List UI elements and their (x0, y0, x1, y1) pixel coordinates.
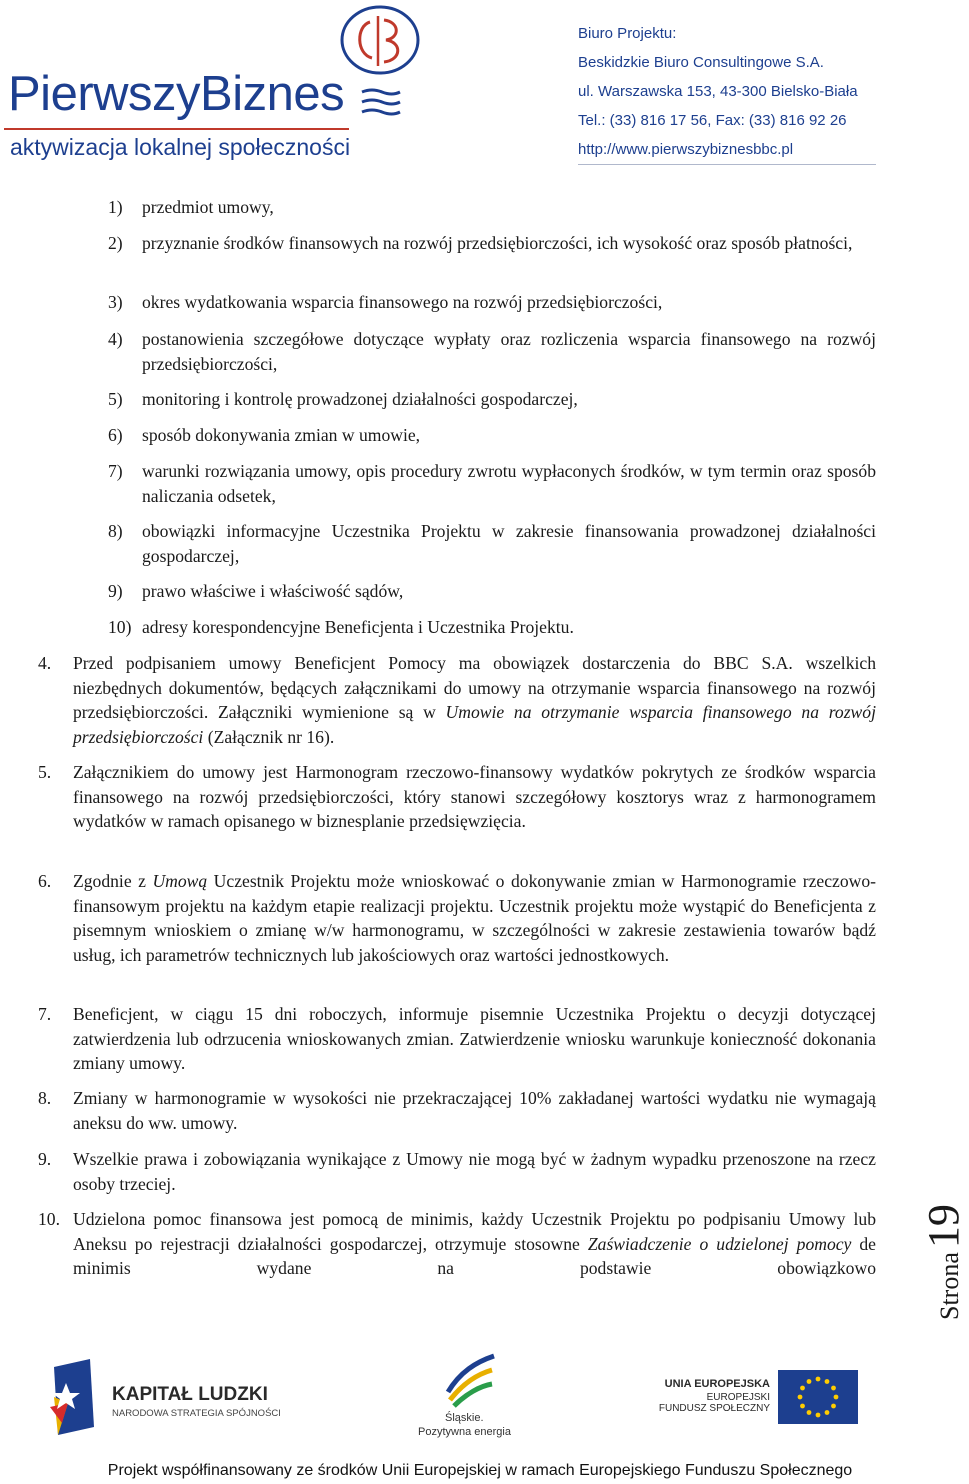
point-text: Załącznikiem do umowy jest Harmonogram rzeczowo-finansowy wydatków pokrytych ze środków wsparcia finansowego na rozwój przedsiębiorczości, który stanowi szczegółowy kosztorys wraz z harmonogramem wydatków w ramach opisanego w biznesplanie przedsięwzięcia. (73, 762, 876, 831)
point-number: 4. (38, 653, 52, 673)
list-item-text: warunki rozwiązania umowy, opis procedury zwrotu wypłaconych środków, w tym termin oraz sposób naliczania odsetek, (142, 461, 876, 506)
point-text: Beneficjent, w ciągu 15 dni roboczych, informuje pisemnie Uczestnika Projektu o decyzji dotyczącej zatwierdzenia lub odrzucenia wnioskowanych zmian. Zatwierdzenie wniosku warunkuje konieczność dokonania zmiany umowy. (73, 1004, 876, 1073)
page-number-label: Strona (935, 1252, 964, 1320)
point-number: 8. (38, 1088, 52, 1108)
list-item-text: przyznanie środków finansowych na rozwój przedsiębiorczości, ich wysokość oraz sposób płatności, (142, 233, 853, 253)
kapital-ludzki-title: KAPITAŁ LUDZKI (112, 1384, 268, 1405)
office-line: ul. Warszawska 153, 43-300 Bielsko-Biała (578, 83, 858, 100)
point-text: Przed podpisaniem umowy Beneficjent Pomocy ma obowiązek dostarczenia do BBC S.A. wszelkich niezbędnych dokumentów, będących załącznikami do umowy na otrzymanie wsparcia finansowego na rozwój przedsiębiorczości. Załączniki wymienione są w Umowie na otrzymanie wsparcia finansowego na rozwój przedsiębiorczości (Załącznik nr 16). (73, 653, 876, 747)
point-number: 5. (38, 762, 52, 782)
list-item-number: 6) (108, 425, 123, 445)
slaskie-title: Śląskie. (445, 1412, 484, 1424)
office-line: Beskidzkie Biuro Consultingowe S.A. (578, 54, 824, 71)
list-item-text: postanowienia szczegółowe dotyczące wypłaty oraz rozliczenia wsparcia finansowego na rozwój przedsiębiorczości, (142, 329, 876, 374)
page-number-value: 19 (919, 1204, 968, 1249)
point-number: 10. (38, 1209, 60, 1229)
office-url[interactable]: http://www.pierwszybiznesbbc.pl (578, 141, 794, 158)
point-number: 9. (38, 1149, 52, 1169)
point-text: Zmiany w harmonogramie w wysokości nie przekraczającej 10% zakładanej wartości wydatku nie wymagają aneksu do ww. umowy. (73, 1088, 876, 1133)
point-text: Udzielona pomoc finansowa jest pomocą de minimis, każdy Uczestnik Projektu po podpisaniu Umowy lub Aneksu po rejestracji działalności gospodarczej, otrzymuje stosowne Zaświadczenie o udzielonej pomocy de minimis wydane na podstawie obowiązkowo (73, 1209, 876, 1278)
point-text: Wszelkie prawa i zobowiązania wynikające z Umowy nie mogą być w żadnym wypadku przenoszone na rzecz osoby trzeciej. (73, 1149, 876, 1194)
page-number (918, 1100, 968, 1320)
cofinancing-note: Projekt współfinansowany ze środków Unii Europejskiej w ramach Europejskiego Funduszu Społecznego (107, 1462, 853, 1479)
list-item-number: 2) (108, 233, 123, 253)
list-item-number: 7) (108, 461, 123, 481)
office-address-block (578, 22, 858, 167)
kapital-ludzki-subtitle: NARODOWA STRATEGIA SPÓJNOŚCI (112, 1408, 281, 1419)
list-item-text: obowiązki informacyjne Uczestnika Projektu w zakresie finansowania prowadzonej działalności gospodarczej, (142, 521, 876, 566)
office-line: Tel.: (33) 816 17 56, Fax: (33) 816 92 26 (578, 112, 847, 129)
eu-flag-icon (778, 1370, 858, 1424)
list-item-number: 9) (108, 581, 123, 601)
point-text: Zgodnie z Umową Uczestnik Projektu może wnioskować o dokonywanie zmian w Harmonogramie rzeczowo-finansowym projektu na każdym etapie realizacji projektu. Uczestnik projektu może wystąpić do Beneficjenta z pisemnym wnioskiem o zmianę w/w harmonogramu, w szczególności w zakresie zestawienia towarów bądź usług, ich parametrów technicznych lub jakościowych oraz wartości jednostkowych. (73, 871, 876, 965)
list-item-text: prawo właściwe i właściwość sądów, (142, 581, 404, 601)
kapital-ludzki-logo-icon (44, 1357, 100, 1437)
list-item-text: monitoring i kontrolę prowadzonej działalności gospodarczej, (142, 389, 578, 409)
header-divider (578, 164, 876, 165)
brand-subtitle: aktywizacja lokalnej społeczności (10, 134, 351, 160)
list-item-text: przedmiot umowy, (142, 197, 274, 217)
brand-title: PierwszyBiznes (8, 67, 345, 121)
brand-underline (4, 128, 349, 130)
list-item-number: 5) (108, 389, 123, 409)
eu-fund-label: UNIA EUROPEJSKA EUROPEJSKI FUNDUSZ SPOŁECZNY (658, 1378, 770, 1414)
list-item-text: sposób dokonywania zmian w umowie, (142, 425, 421, 445)
list-item-text: adresy korespondencyjne Beneficjenta i Uczestnika Projektu. (142, 617, 574, 637)
list-item-text: okres wydatkowania wsparcia finansowego na rozwój przedsiębiorczości, (142, 292, 663, 312)
list-item-number: 1) (108, 197, 123, 217)
list-item-number: 3) (108, 292, 123, 312)
list-item-number: 4) (108, 329, 123, 349)
slaskie-logo-icon (442, 1352, 498, 1410)
slaskie-subtitle: Pozytywna energia (418, 1426, 511, 1438)
letterhead (0, 0, 960, 170)
point-number: 6. (38, 871, 52, 891)
list-item-number: 8) (108, 521, 123, 541)
list-item-number: 10) (108, 617, 132, 637)
project-logo-icon (338, 4, 422, 76)
office-line: Biuro Projektu: (578, 25, 677, 42)
waves-icon (360, 86, 400, 118)
point-number: 7. (38, 1004, 52, 1024)
